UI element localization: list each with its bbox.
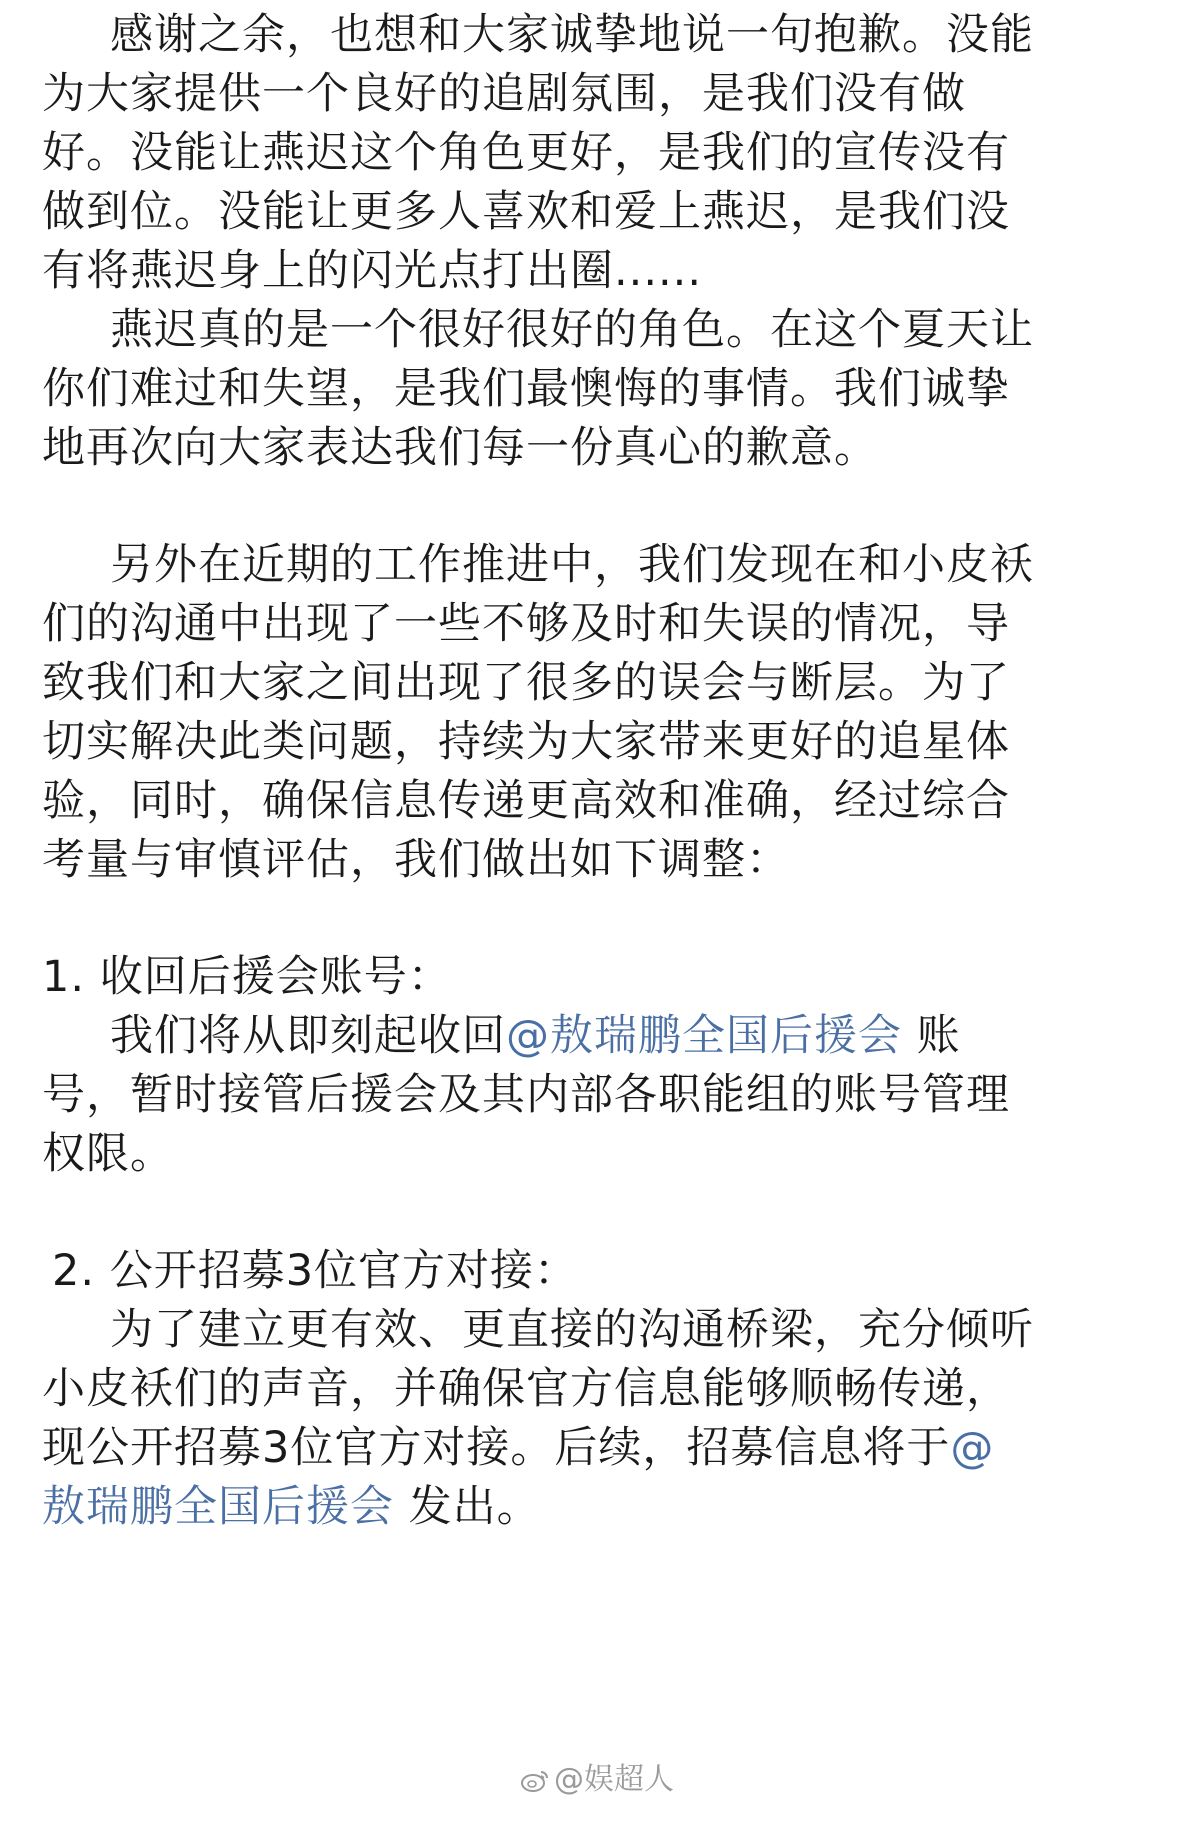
item-2-text: 发出。 [394,1482,541,1532]
watermark-text: @娱超人 [554,1762,674,1797]
paragraph-line: 考量与审慎评估，我们做出如下调整： [42,835,790,885]
item-2-line [42,1474,541,1540]
paragraph-line: 燕迟真的是一个很好很好的角色。在这个夏天让 [110,305,1034,355]
paragraph-line: 为了建立更有效、更直接的沟通桥梁，充分倾听 [110,1305,1034,1355]
paragraph-line: 感谢之余，也想和大家诚挚地说一句抱歉。没能 [110,10,1034,60]
paragraph-line: 号，暂时接管后援会及其内部各职能组的账号管理 [42,1070,1010,1120]
paragraph-line: 切实解决此类问题，持续为大家带来更好的追星体 [42,717,1010,767]
item-2-text: 现公开招募3位官方对接。后续，招募信息将于 [42,1423,951,1473]
item-1-text: 账 [902,1011,961,1061]
paragraph-line: 有将燕迟身上的闪光点打出圈...... [42,246,703,296]
paragraph-line: 好。没能让燕迟这个角色更好，是我们的宣传没有 [42,128,1010,178]
watermark [520,1758,674,1802]
paragraph-line: 你们难过和失望，是我们最懊悔的事情。我们诚挚 [42,364,1010,414]
paragraph-line: 致我们和大家之间出现了很多的误会与断层。为了 [42,658,1010,708]
paragraph-line: 权限。 [42,1129,174,1179]
mention-link[interactable]: @敖瑞鹏全国后援会 [506,1011,902,1061]
item-1-title: 1. 收回后援会账号： [42,952,452,1002]
paragraph-line: 做到位。没能让更多人喜欢和爱上燕迟，是我们没 [42,187,1010,237]
paragraph-line: 小皮袄们的声音，并确保官方信息能够顺畅传递， [42,1364,1010,1414]
weibo-logo-icon [520,1769,550,1793]
item-1-line [110,1003,961,1069]
item-2-title: 2. 公开招募3位官方对接： [52,1246,579,1296]
paragraph-line: 为大家提供一个良好的追剧氛围，是我们没有做 [42,69,966,119]
paragraph-line: 地再次向大家表达我们每一份真心的歉意。 [42,423,878,473]
paragraph-line: 另外在近期的工作推进中，我们发现在和小皮袄 [110,540,1034,590]
paragraph-line: 们的沟通中出现了一些不够及时和失误的情况，导 [42,599,1010,649]
mention-link[interactable]: @ [950,1423,995,1473]
paragraph-line: 验，同时，确保信息传递更高效和准确，经过综合 [42,776,1010,826]
item-1-text: 我们将从即刻起收回 [110,1011,506,1061]
mention-link[interactable]: 敖瑞鹏全国后援会 [42,1482,394,1532]
item-2-line [42,1415,994,1481]
